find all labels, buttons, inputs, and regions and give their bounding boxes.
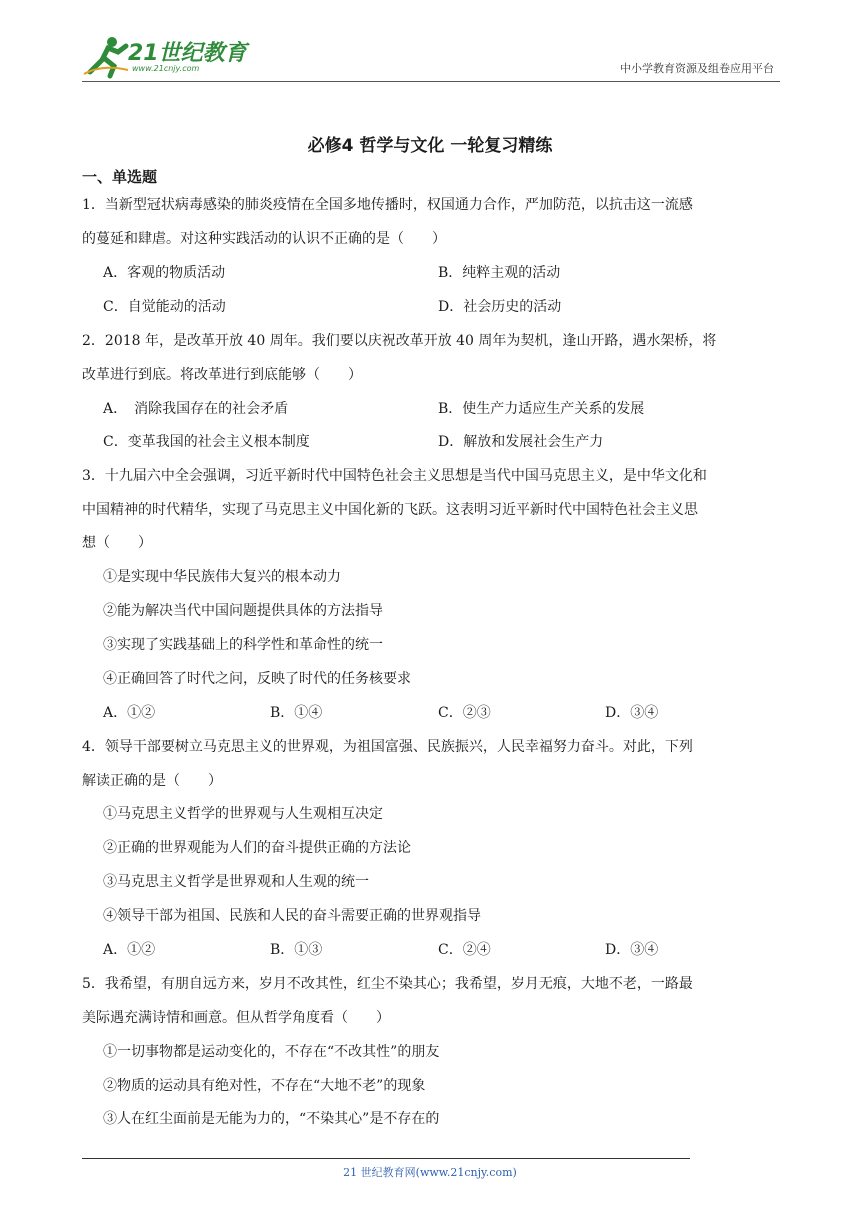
q5-stem-line-2: 美际遇充满诗情和画意。但从哲学角度看（ ） [82,1010,390,1026]
q5-item-2: ②物质的运动具有绝对性，不存在“大地不老”的现象 [103,1078,426,1094]
q2-stem-line-2: 改革进行到底。将改革进行到底能够（ ） [82,367,362,383]
q3-item-1: ①是实现中华民族伟大复兴的根本动力 [103,569,341,585]
section-heading: 一、单选题 [82,168,158,186]
q4-item-3: ③马克思主义哲学是世界观和人生观的统一 [103,874,369,890]
q1-stem-line-2: 的蔓延和肆虐。对这种实践活动的认识不正确的是（ ） [82,231,446,247]
q5-item-3: ③人在红尘面前是无能为力的，“不染其心”是不存在的 [103,1111,440,1127]
q4-option-a: A．①② [103,942,156,958]
q3-option-c: C．②③ [438,705,491,721]
q2-option-d: D．解放和发展社会生产力 [438,434,604,450]
footer-divider [82,1158,690,1159]
runner-logo-icon [82,34,130,80]
q3-stem-line-2: 中国精神的时代精华，实现了马克思主义中国化新的飞跃。这表明习近平新时代中国特色社会主义思 [82,502,698,518]
q3-option-a: A．①② [103,705,156,721]
q1-option-b: B．纯粹主观的活动 [438,265,561,281]
q1-option-a: A．客观的物质活动 [103,265,226,281]
q1-option-c: C．自觉能动的活动 [103,299,226,315]
q3-item-2: ②能为解决当代中国问题提供具体的方法指导 [103,603,383,619]
q4-item-4: ④领导干部为祖国、民族和人民的奋斗需要正确的世界观指导 [103,908,481,924]
footer-text: 21 世纪教育网(www.21cnjy.com) [343,1166,517,1179]
logo-text: 21世纪教育 [128,41,247,66]
q3-item-4: ④正确回答了时代之问，反映了时代的任务核要求 [103,671,411,687]
q2-stem-line-1: 2．2018 年，是改革开放 40 周年。我们要以庆祝改革开放 40 周年为契机，逢山开路，遇水架桥，将 [82,333,717,349]
q3-option-b: B．①④ [270,705,323,721]
q3-stem-line-3: 想（ ） [82,535,152,551]
header-divider [82,81,780,82]
q5-item-1: ①一切事物都是运动变化的，不存在“不改其性”的朋友 [103,1044,440,1060]
q2-option-a: A． 消除我国存在的社会矛盾 [103,401,289,417]
q3-stem-line-1: 3．十九届六中全会强调，习近平新时代中国特色社会主义思想是当代中国马克思主义，是中华文化和 [82,468,707,484]
q4-option-c: C．②④ [438,942,491,958]
logo [82,34,252,80]
q3-item-3: ③实现了实践基础上的科学性和革命性的统一 [103,637,383,653]
q2-option-c: C．变革我国的社会主义根本制度 [103,434,310,450]
logo-url: www.21cnjy.com [132,64,200,73]
q2-option-b: B．使生产力适应生产关系的发展 [438,401,645,417]
q4-stem-line-1: 4．领导干部要树立马克思主义的世界观，为祖国富强、民族振兴，人民幸福努力奋斗。对此，下列 [82,739,693,755]
q4-item-2: ②正确的世界观能为人们的奋斗提供正确的方法论 [103,840,411,856]
q4-option-d: D．③④ [605,942,659,958]
q5-stem-line-1: 5．我希望，有朋自远方来，岁月不改其性，红尘不染其心；我希望，岁月无痕，大地不老，一路最 [82,976,693,992]
platform-name: 中小学教育资源及组卷应用平台 [620,62,774,75]
q4-option-b: B．①③ [270,942,323,958]
q3-option-d: D．③④ [605,705,659,721]
page-header [82,30,782,82]
q4-stem-line-2: 解读正确的是（ ） [82,773,222,789]
q1-option-d: D．社会历史的活动 [438,299,562,315]
q1-stem-line-1: 1．当新型冠状病毒感染的肺炎疫情在全国多地传播时，权国通力合作，严加防范，以抗击这一流感 [82,197,693,213]
document-title: 必修4 哲学与文化 一轮复习精练 [307,136,553,156]
q4-item-1: ①马克思主义哲学的世界观与人生观相互决定 [103,806,383,822]
